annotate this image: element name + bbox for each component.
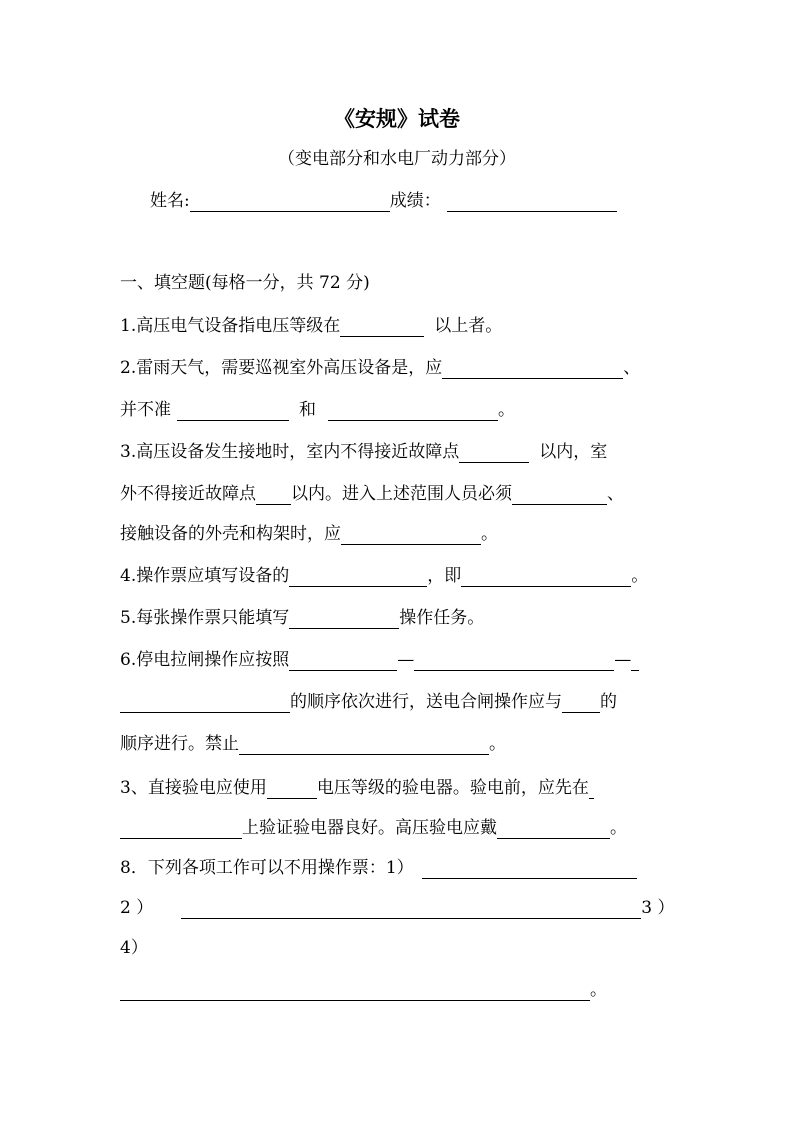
- name-field[interactable]: [190, 193, 390, 212]
- q8-text-d: 4）: [120, 938, 148, 958]
- q7-blank-1b[interactable]: [589, 780, 594, 799]
- question-8-line-3: [120, 937, 148, 959]
- q2-text-c: 并不准: [120, 400, 171, 420]
- q3-text-e: 、: [607, 484, 624, 504]
- question-8-line-4: [120, 979, 607, 1001]
- q6-dash-1: —: [397, 650, 415, 670]
- q8-blank-1[interactable]: [422, 860, 637, 879]
- section-heading: 一、填空题(每格一分，共 72 分): [120, 273, 370, 293]
- question-3-line-1: [120, 441, 607, 463]
- score-field[interactable]: [447, 193, 617, 212]
- q4-text-a: 4.操作票应填写设备的: [120, 566, 290, 586]
- q3-blank-1[interactable]: [459, 444, 529, 463]
- question-8-line-2: [120, 897, 674, 919]
- question-6-line-3: [120, 733, 506, 755]
- q8-text-a: 8．下列各项工作可以不用操作票：1）: [120, 858, 414, 878]
- q7-text-d: 。: [610, 818, 627, 838]
- q6-text-d: 顺序进行。禁止: [120, 734, 239, 754]
- q6-blank-4[interactable]: [562, 694, 600, 713]
- question-6-line-2: [120, 691, 617, 713]
- q3-text-d: 以内。进入上述范围人员必须: [291, 484, 512, 504]
- q2-text-d: 和: [299, 400, 316, 420]
- exam-title: 《安规》试卷: [334, 106, 460, 131]
- q1-text-b: 以上者。: [434, 316, 503, 336]
- question-5: [120, 607, 484, 629]
- q7-text-a: 3、直接验电应使用: [120, 778, 267, 798]
- q1-text-a: 1.高压电气设备指电压等级在: [120, 316, 341, 336]
- q2-blank-1[interactable]: [442, 360, 623, 379]
- question-4: [120, 565, 648, 587]
- q2-text-e: 。: [498, 400, 515, 420]
- q6-blank-2b[interactable]: [631, 652, 639, 671]
- q3-text-a: 3.高压设备发生接地时，室内不得接近故障点: [120, 442, 460, 462]
- q6-text-e: 。: [489, 734, 506, 754]
- q8-text-b: 2 ）: [120, 898, 154, 918]
- question-8-line-1: [120, 857, 637, 879]
- exam-subtitle: （变电部分和水电厂动力部分）: [278, 149, 516, 169]
- q7-text-c: 上验证验电器良好。高压验电应戴: [242, 818, 497, 838]
- q2-blank-3[interactable]: [328, 402, 498, 421]
- q2-blank-2[interactable]: [177, 402, 289, 421]
- question-7-line-2: [120, 817, 627, 839]
- q6-blank-5[interactable]: [239, 736, 489, 755]
- q4-text-c: 。: [631, 566, 649, 586]
- name-colon: :: [184, 191, 190, 211]
- question-3-line-3: [120, 523, 498, 545]
- q6-blank-1[interactable]: [289, 652, 397, 671]
- q4-text-b: ，即: [427, 566, 462, 586]
- q3-text-g: 。: [481, 524, 498, 544]
- score-label: 成绩：: [389, 191, 441, 211]
- q4-blank-1[interactable]: [289, 568, 427, 587]
- q2-text-b: 、: [623, 358, 641, 378]
- q3-text-f: 接触设备的外壳和构架时，应: [120, 524, 341, 544]
- q6-text-b: 的顺序依次进行，送电合闸操作应与: [290, 692, 562, 712]
- q8-blank-3[interactable]: [120, 982, 590, 1001]
- question-3-line-2: [120, 483, 624, 505]
- name-label: 姓名: [150, 191, 184, 211]
- q7-blank-2[interactable]: [120, 820, 242, 839]
- question-1: [120, 315, 502, 337]
- header-line: [150, 190, 617, 212]
- q8-blank-2[interactable]: [181, 900, 641, 919]
- q3-text-c: 外不得接近故障点: [120, 484, 256, 504]
- q7-text-b: 电压等级的验电器。验电前，应先在: [316, 778, 589, 798]
- q5-blank-1[interactable]: [289, 610, 399, 629]
- q3-blank-4[interactable]: [341, 526, 481, 545]
- q6-blank-3[interactable]: [120, 694, 290, 713]
- q3-blank-3[interactable]: [512, 486, 607, 505]
- q7-blank-1[interactable]: [267, 780, 317, 799]
- q6-text-c: 的: [600, 692, 617, 712]
- q6-blank-2[interactable]: [414, 652, 614, 671]
- q5-text-a: 5.每张操作票只能填写: [120, 608, 290, 628]
- question-7-line-1: [120, 777, 594, 799]
- q1-blank-1[interactable]: [340, 318, 424, 337]
- question-2-line-1: [120, 357, 640, 379]
- q3-blank-2[interactable]: [256, 486, 291, 505]
- q7-blank-3[interactable]: [497, 820, 610, 839]
- q6-dash-2: —: [614, 650, 632, 670]
- question-2-line-2: [120, 399, 515, 421]
- q4-blank-2[interactable]: [461, 568, 631, 587]
- q2-text-a: 2.雷雨天气，需要巡视室外高压设备是，应: [120, 358, 443, 378]
- q5-text-b: 操作任务。: [399, 608, 485, 628]
- q8-text-c: 3 ）: [641, 898, 675, 918]
- q8-text-e: 。: [590, 980, 607, 1000]
- q3-text-b: 以内，室: [539, 442, 608, 462]
- question-6-line-1: [120, 649, 639, 671]
- q6-text-a: 6.停电拉闸操作应按照: [120, 650, 290, 670]
